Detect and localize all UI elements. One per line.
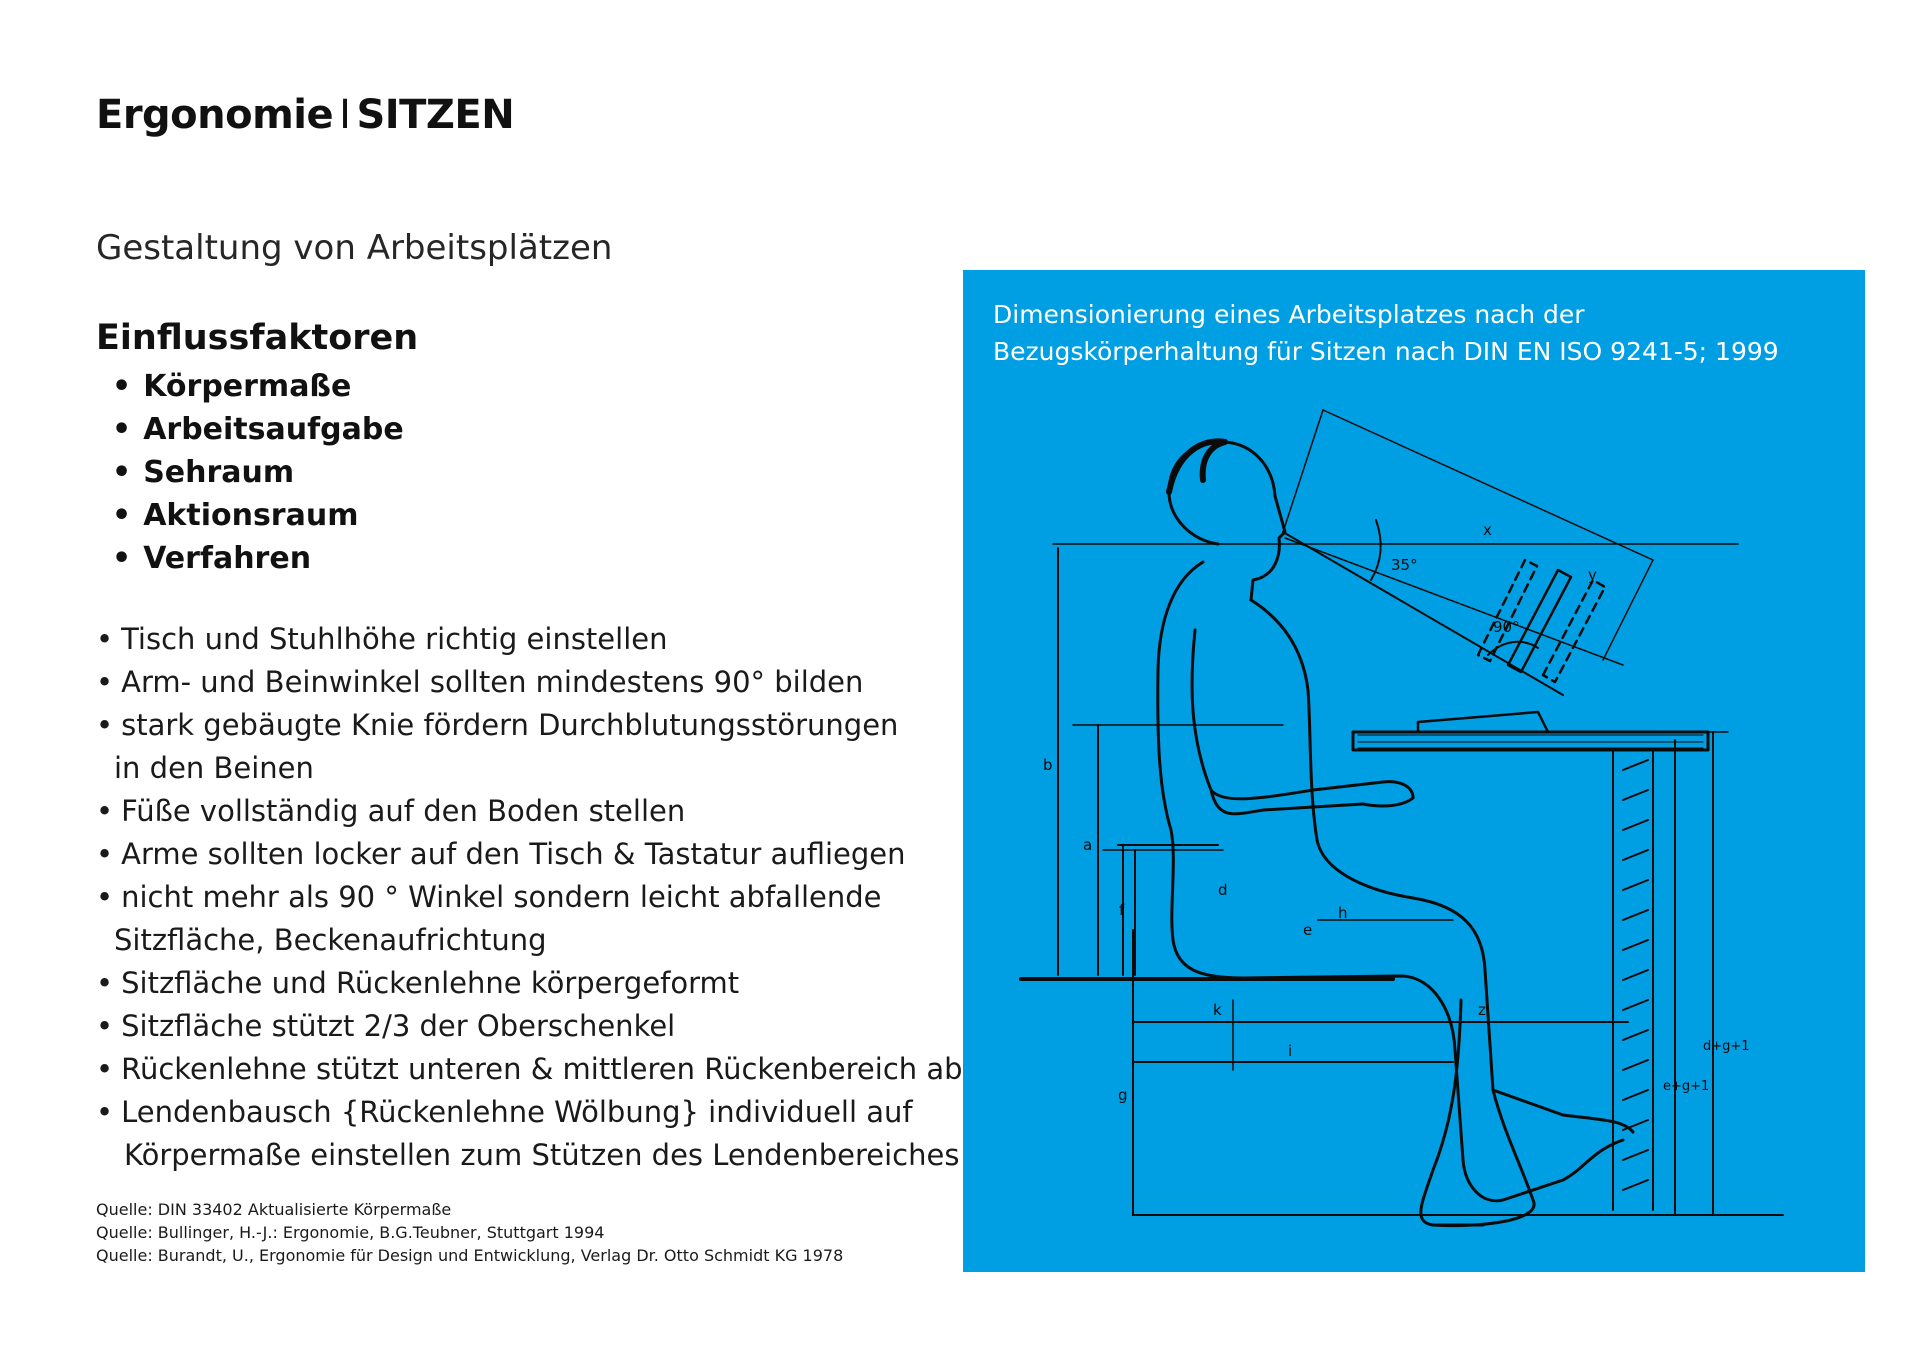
bullet: • [96, 966, 114, 1000]
tip-item [96, 962, 956, 1005]
title-separator: I [339, 92, 351, 138]
tip-item [96, 833, 956, 876]
tips-list [96, 618, 963, 1177]
desk-hatching [1358, 735, 1703, 748]
sources-list [96, 1198, 843, 1267]
sight-line-lower [1285, 538, 1623, 665]
bullet: • [96, 1009, 114, 1043]
dim-label-f: f [1119, 901, 1125, 919]
tip-text: Sitzfläche und Rückenlehne körpergeformt [121, 966, 740, 1000]
tip-item [96, 876, 956, 919]
tip-continuation [96, 919, 956, 962]
factor-item: • Aktionsraum [112, 494, 404, 537]
tip-text: stark gebäugte Knie fördern Durchblutungsstörungen [121, 708, 899, 742]
dim-label-g: g [1118, 1086, 1128, 1104]
factor-item: • Verfahren [112, 537, 404, 580]
bullet: • [96, 794, 114, 828]
tip-item [96, 661, 956, 704]
tip-text: nicht mehr als 90 ° Winkel sondern leicht abfallende [121, 880, 882, 914]
angle-label-90: 90° [1493, 618, 1520, 636]
tip-text: Sitzfläche stützt 2/3 der Oberschenkel [121, 1009, 676, 1043]
bullet: • [96, 622, 114, 656]
dim-label-i: i [1288, 1042, 1293, 1060]
tip-text: Arme sollten locker auf den Tisch & Tastatur aufliegen [121, 837, 906, 871]
tip-text: Füße vollständig auf den Boden stellen [121, 794, 686, 828]
bullet: • [96, 665, 114, 699]
dim-label-h: h [1338, 904, 1348, 922]
sight-line [1283, 532, 1563, 695]
bullet: • [96, 1052, 114, 1086]
tip-text: Sitzfläche, Beckenaufrichtung [114, 923, 547, 957]
title-part-ergonomie: Ergonomie [96, 92, 334, 138]
viewing-distance-ext-2 [1603, 560, 1653, 660]
source-item: Quelle: Bullinger, H.-J.: Ergonomie, B.G.Teubner, Stuttgart 1994 [96, 1223, 605, 1242]
dim-label-e: e [1303, 921, 1313, 939]
figure-caption: Dimensionierung eines Arbeitsplatzes nach der Bezugskörperhaltung für Sitzen nach DIN EN ISO 9241-5; 1999 [993, 300, 1779, 366]
tip-text: Rückenlehne stützt unteren & mittleren Rückenbereich ab [121, 1052, 963, 1086]
title-part-sitzen: SITZEN [356, 92, 515, 138]
dim-label-e-g-1: e+g+1 [1663, 1079, 1710, 1094]
source-item: Quelle: Burandt, U., Ergonomie für Design und Entwicklung, Verlag Dr. Otto Schmidt KG 1978 [96, 1246, 844, 1265]
factor-item: • Sehraum [112, 451, 404, 494]
tip-item [96, 618, 956, 661]
bullet: • [96, 880, 114, 914]
tip-continuation [96, 747, 956, 790]
bullet: • [96, 837, 114, 871]
keyboard [1418, 712, 1548, 732]
seated-workstation-diagram [963, 270, 1865, 1272]
tip-text: Tisch und Stuhlhöhe richtig einstellen [121, 622, 668, 656]
tip-item [96, 790, 956, 833]
dim-label-d-g-1: d+g+1 [1703, 1039, 1750, 1054]
dim-label-k: k [1213, 1001, 1222, 1019]
dim-label-x: x [1483, 521, 1492, 539]
factor-item: • Arbeitsaufgabe [112, 408, 404, 451]
tip-item [96, 704, 956, 747]
dim-label-a: a [1083, 836, 1093, 854]
dim-label-b: b [1043, 756, 1053, 774]
page-title [96, 92, 514, 138]
dim-label-y: y [1588, 566, 1597, 584]
factor-item: • Körpermaße [112, 365, 404, 408]
bullet: • [96, 708, 114, 742]
tip-text: Lendenbausch {Rückenlehne Wölbung} individuell auf [121, 1095, 913, 1129]
tip-text: Körpermaße einstellen zum Stützen des Lendenbereiches [124, 1138, 960, 1172]
angle-label-35: 35° [1391, 556, 1418, 574]
tip-text: in den Beinen [114, 751, 314, 785]
tip-item [96, 1091, 956, 1134]
dim-label-d: d [1218, 881, 1228, 899]
bullet: • [96, 1095, 114, 1129]
factors-list [112, 365, 404, 580]
tip-item [96, 1048, 963, 1091]
viewing-distance-ext-1 [1283, 410, 1323, 532]
tip-continuation [96, 1134, 960, 1177]
tip-item [96, 1005, 956, 1048]
factors-heading: Einflussfaktoren [96, 318, 419, 358]
tip-text: Arm- und Beinwinkel sollten mindestens 90° bilden [121, 665, 864, 699]
page-subtitle: Gestaltung von Arbeitsplätzen [96, 228, 613, 268]
dim-label-z: z [1478, 1001, 1486, 1019]
source-item: Quelle: DIN 33402 Aktualisierte Körpermaße [96, 1200, 452, 1219]
figure-panel [963, 270, 1865, 1272]
